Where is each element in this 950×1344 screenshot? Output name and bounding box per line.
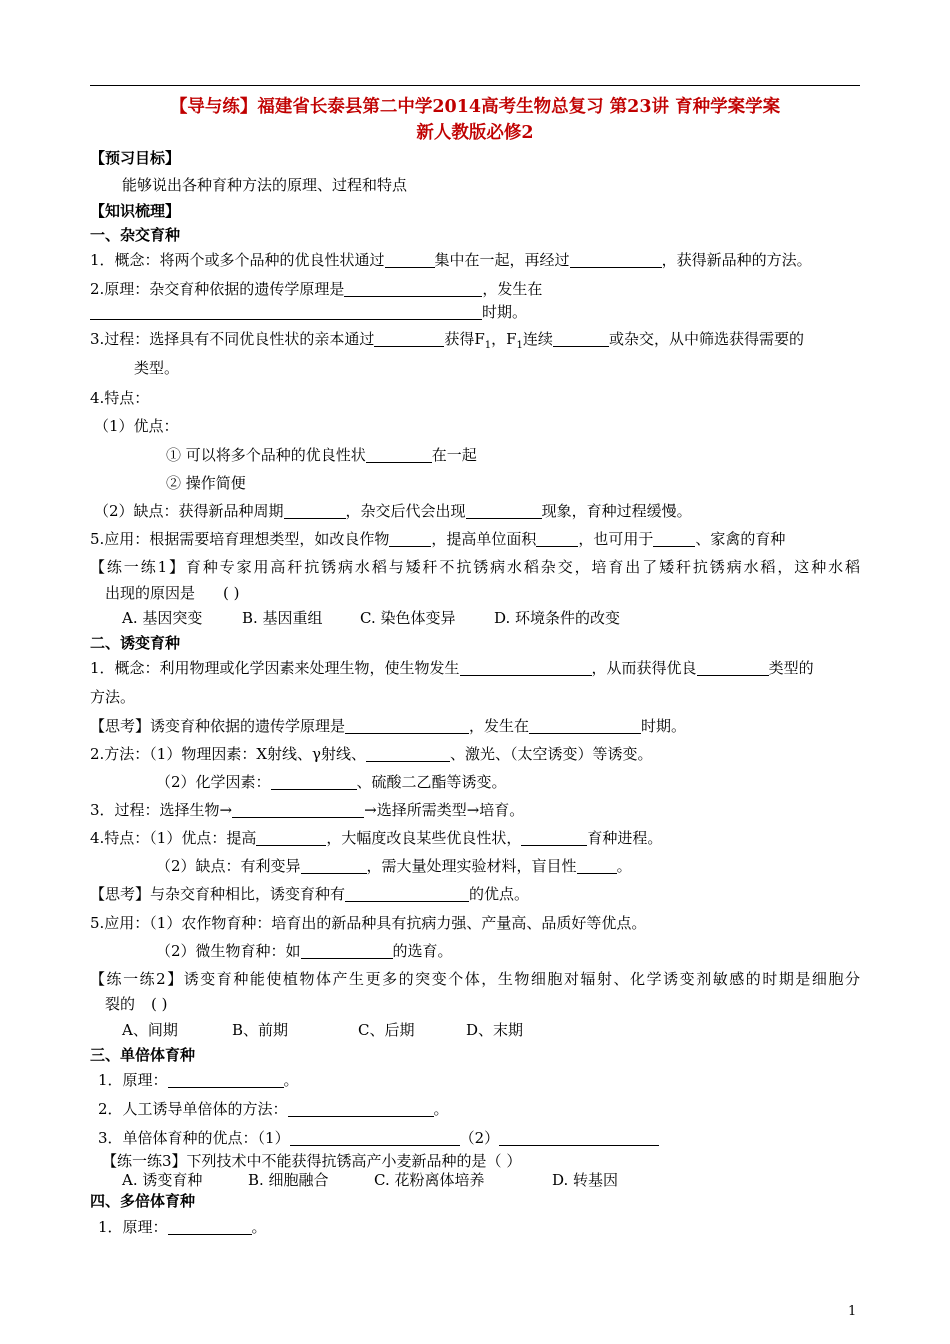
knowledge-heading: 【知识梳理】 bbox=[90, 202, 181, 220]
s1-disadv: （2）缺点：获得新品种周期 ，杂交后代会出现 现象，育种过程缓慢。 bbox=[94, 502, 692, 520]
s1-features: 4.特点： bbox=[90, 389, 150, 407]
preview-text: 能够说出各种育种方法的原理、过程和特点 bbox=[122, 176, 408, 194]
option-d: D. 环境条件的改变 bbox=[494, 609, 621, 627]
option-c: C. 染色体变异 bbox=[360, 609, 456, 627]
s1-adv: （1）优点： bbox=[94, 417, 179, 435]
s1-process: 3.过程：选择具有不同优良性状的亲本通过 获得$F_1$，$F_1$连续 或杂交，从中筛选获得需要的 bbox=[90, 330, 804, 351]
s3-practice: 【练一练3】下列技术中不能获得抗锈高产小麦新品种的是（ ） bbox=[102, 1152, 522, 1170]
s3-principle: 1．原理： 。 bbox=[98, 1071, 299, 1089]
option-d: D. 转基因 bbox=[552, 1171, 619, 1189]
page-number: 1 bbox=[848, 1304, 857, 1319]
option-a: A. 基因突变 bbox=[122, 609, 203, 627]
s2-method2: （2）化学因素： 、硫酸二乙酯等诱变。 bbox=[156, 773, 507, 791]
s1-principle-tail: 时期。 bbox=[90, 302, 860, 322]
section2-heading: 二、诱变育种 bbox=[90, 634, 181, 652]
doc-title-line1: 【导与练】福建省长泰县第二中学2014高考生物总复习 第23讲 育种学案学案 bbox=[169, 97, 781, 117]
doc-title-line2: 新人教版必修2 bbox=[416, 123, 534, 143]
s2-options bbox=[122, 1020, 892, 1040]
s3-advantages: 3．单倍体育种的优点：（1） （2） bbox=[98, 1128, 868, 1148]
s1-practice-cont: 出现的原因是 ( ) bbox=[105, 584, 240, 602]
s2-apply2: （2）微生物育种：如 的选育。 bbox=[156, 942, 453, 960]
s2-think2: 【思考】与杂交育种相比，诱变育种有 的优点。 bbox=[90, 885, 530, 903]
s2-apply1: 5.应用：（1）农作物育种：培育出的新品种具有抗病力强、产量高、品质好等优点。 bbox=[90, 914, 647, 932]
option-d: D、末期 bbox=[466, 1021, 524, 1039]
s2-concept-cont: 方法。 bbox=[90, 688, 136, 706]
s1-adv2: ② 操作简便 bbox=[166, 474, 246, 492]
section4-heading: 四、多倍体育种 bbox=[90, 1192, 196, 1210]
s2-process: 3．过程：选择生物→ →选择所需类型→培育。 bbox=[90, 801, 525, 819]
option-b: B. 细胞融合 bbox=[248, 1171, 329, 1189]
s1-apply: 5.应用：根据需要培育理想类型，如改良作物 ，提高单位面积 ，也可用于 、家禽的育种 bbox=[90, 530, 786, 548]
option-b: B. 基因重组 bbox=[242, 609, 323, 627]
s1-practice: 【练一练1】育种专家用高秆抗锈病水稻与矮秆不抗锈病水稻杂交，培育出了矮秆抗锈病水稻，这种水稻 bbox=[90, 558, 860, 576]
s2-method1: 2.方法：（1）物理因素：X射线、γ射线、 、激光、（太空诱变）等诱变。 bbox=[90, 745, 653, 763]
option-c: C、后期 bbox=[358, 1021, 415, 1039]
option-a: A. 诱变育种 bbox=[122, 1171, 203, 1189]
s3-options bbox=[122, 1170, 892, 1190]
s2-practice-cont: 裂的 ( ) bbox=[105, 995, 168, 1013]
s1-options bbox=[122, 608, 892, 628]
top-rule bbox=[90, 85, 860, 86]
s2-practice: 【练一练2】诱变育种能使植物体产生更多的突变个体，生物细胞对辐射、化学诱变剂敏感的时期是细胞分 bbox=[90, 970, 860, 988]
s1-concept: 1．概念：将两个或多个品种的优良性状通过 集中在一起，再经过 ，获得新品种的方法。 bbox=[90, 251, 812, 269]
option-c: C. 花粉离体培养 bbox=[374, 1171, 485, 1189]
s2-features: 4.特点：（1）优点：提高 ，大幅度改良某些优良性状， 育种进程。 bbox=[90, 829, 663, 847]
s2-think1: 【思考】诱变育种依据的遗传学原理是 ，发生在 时期。 bbox=[90, 717, 687, 735]
preview-heading: 【预习目标】 bbox=[90, 149, 181, 167]
section3-heading: 三、单倍体育种 bbox=[90, 1046, 196, 1064]
s1-process-cont: 类型。 bbox=[134, 359, 180, 377]
s1-adv1: ① 可以将多个品种的优良性状 在一起 bbox=[166, 446, 477, 464]
s2-concept: 1．概念：利用物理或化学因素来处理生物，使生物发生 ，从而获得优良 类型的 bbox=[90, 659, 814, 677]
s4-principle: 1．原理： 。 bbox=[98, 1218, 267, 1236]
s3-method: 2．人工诱导单倍体的方法： 。 bbox=[98, 1100, 449, 1118]
s2-disadv: （2）缺点：有利变异 ，需大量处理实验材料，盲目性 。 bbox=[156, 857, 632, 875]
option-a: A、间期 bbox=[122, 1021, 178, 1039]
s1-principle: 2.原理：杂交育种依据的遗传学原理是 ，发生在 bbox=[90, 280, 543, 298]
option-b: B、前期 bbox=[232, 1021, 289, 1039]
section1-heading: 一、杂交育种 bbox=[90, 226, 181, 244]
